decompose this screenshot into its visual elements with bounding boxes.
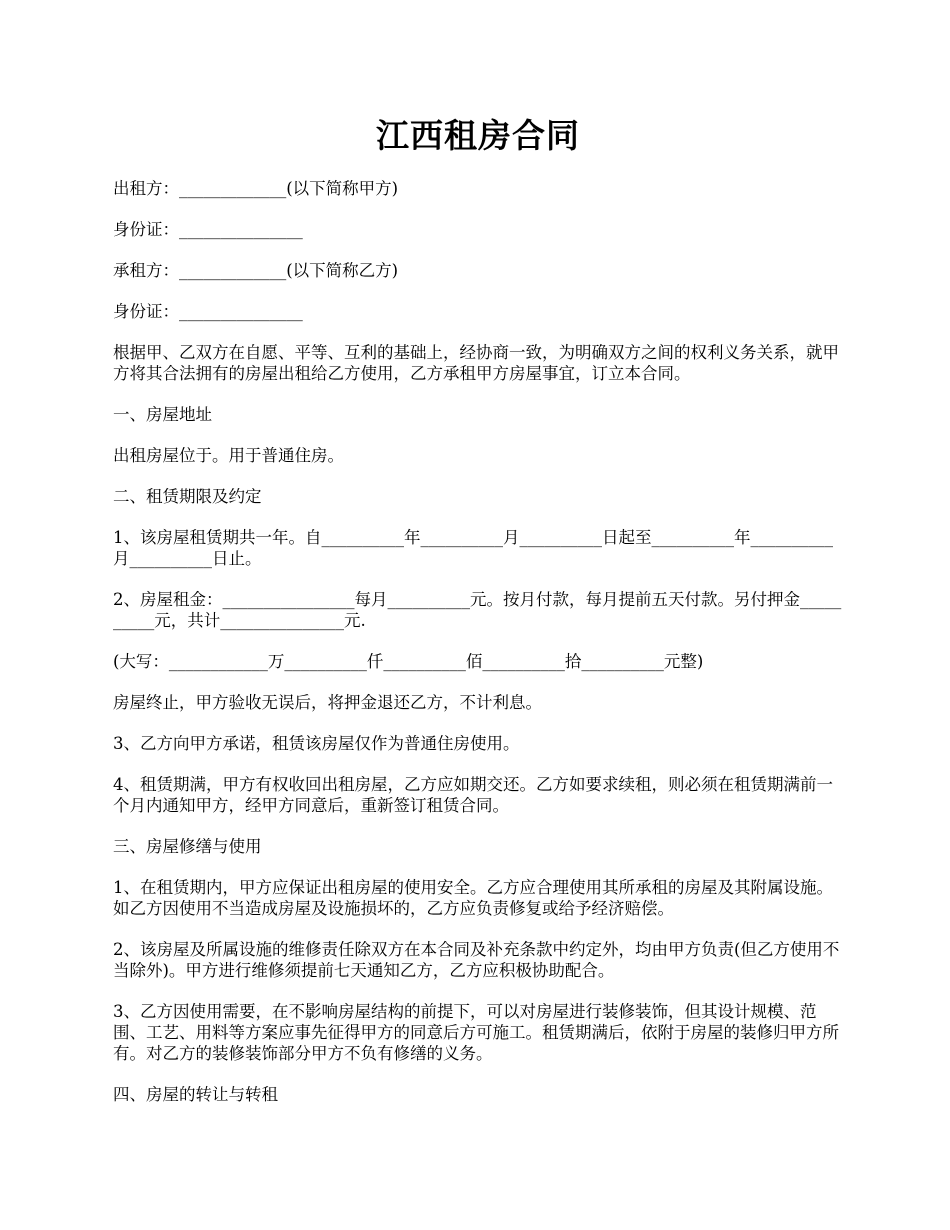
section-heading-term: 二、租赁期限及约定	[113, 487, 262, 506]
deposit-return-paragraph: 房屋终止，甲方验收无误后，将押金退还乙方，不计利息。	[113, 693, 542, 712]
renewal-clause-4: 4、租赁期满，甲方有权收回出租房屋，乙方应如期交还。乙方如要求续租，则必须在租赁期满前一个月内通知甲方，经甲方同意后，重新签订租赁合同。	[113, 775, 833, 815]
document-page	[113, 108, 843, 1125]
section-heading-address: 一、房屋地址	[113, 405, 212, 424]
lessor-line: 出租方：_____________(以下简称甲方)	[113, 179, 399, 198]
lessee-id-line: 身份证：_______________	[113, 302, 303, 321]
lessee-line: 承租方：_____________(以下简称乙方)	[113, 261, 399, 280]
document-title: 江西租房合同	[376, 116, 580, 155]
address-paragraph: 出租房屋位于。用于普通住房。	[113, 446, 344, 465]
repair-clause-2: 2、该房屋及所属设施的维修责任除双方在本合同及补充条款中约定外，均由甲方负责(但乙方使用不当除外)。甲方进行维修须提前七天通知乙方，乙方应积极协助配合。	[113, 940, 840, 980]
repair-clause-1: 1、在租赁期内，甲方应保证出租房屋的使用安全。乙方应合理使用其所承租的房屋及其附属设施。如乙方因使用不当造成房屋及设施损坏的，乙方应负责修复或给予经济赔偿。	[113, 878, 833, 918]
term-clause-1: 1、该房屋租赁期共一年。自__________年__________月__________日起至__________年__________月__________日止。	[113, 528, 833, 568]
lessor-id-line: 身份证：_______________	[113, 220, 303, 239]
section-heading-transfer: 四、房屋的转让与转租	[113, 1085, 278, 1104]
repair-clause-3: 3、乙方因使用需要，在不影响房屋结构的前提下，可以对房屋进行装修装饰，但其设计规模、范围、工艺、用料等方案应事先征得甲方的同意后方可施工。租赁期满后，依附于房屋的装修归甲方所有。对乙方的装修装饰部分甲方不负有修缮的义务。	[113, 1002, 839, 1063]
use-clause-3: 3、乙方向甲方承诺，租赁该房屋仅作为普通住房使用。	[113, 734, 520, 753]
section-heading-repair: 三、房屋修缮与使用	[113, 837, 262, 856]
preamble-paragraph: 根据甲、乙双方在自愿、平等、互利的基础上，经协商一致，为明确双方之间的权利义务关系，就甲方将其合法拥有的房屋出租给乙方使用，乙方承租甲方房屋事宜，订立本合同。	[113, 343, 839, 383]
rent-amount-in-words: (大写：____________万__________仟__________佰__________拾__________元整)	[113, 652, 704, 671]
rent-clause-2: 2、房屋租金：________________每月__________元。按月付款，每月提前五天付款。另付押金__________元，共计_______________元.	[113, 590, 842, 630]
